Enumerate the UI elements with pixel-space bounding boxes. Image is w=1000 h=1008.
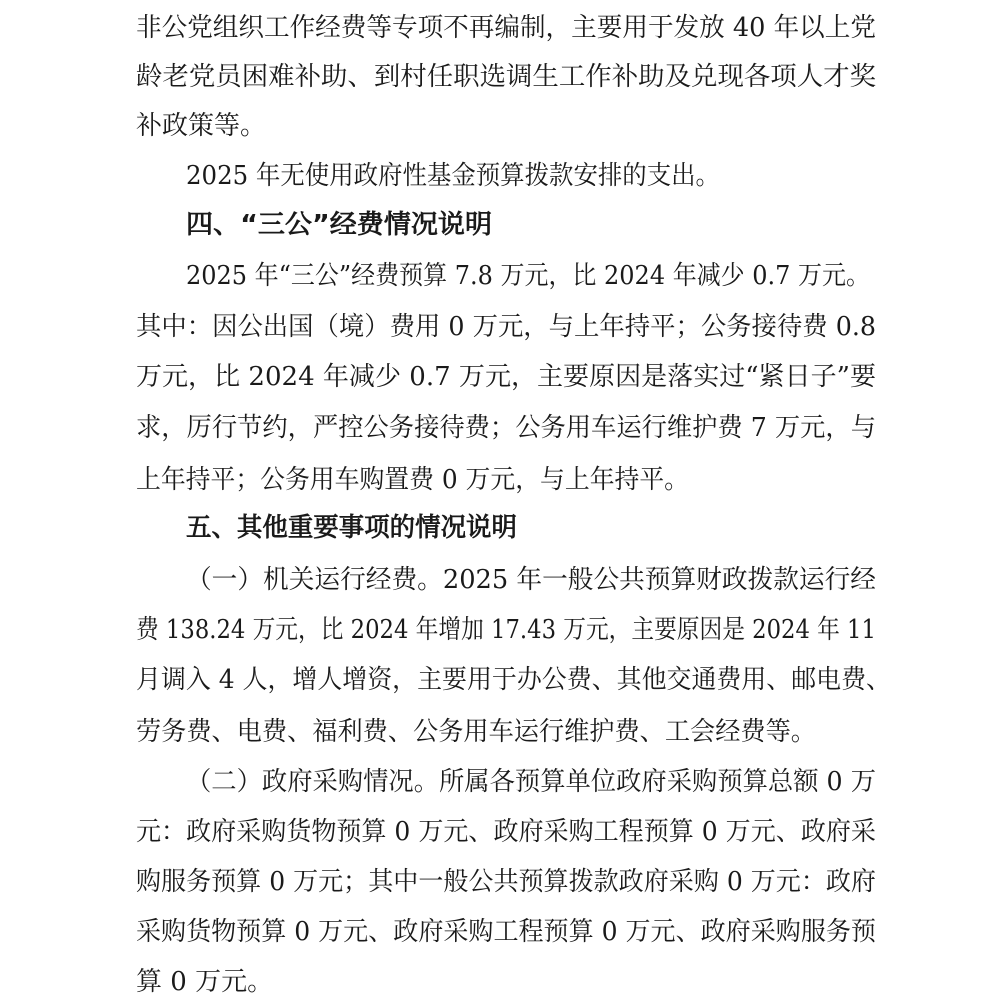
paragraph-line: [0, 712, 1000, 752]
paragraph-line: [0, 560, 1000, 600]
paragraph-line: [0, 57, 1000, 97]
paragraph-line: [0, 962, 1000, 1002]
paragraph-line: [0, 357, 1000, 397]
paragraph-line: [0, 762, 1000, 802]
line-text: 补政策等。: [136, 111, 267, 141]
paragraph-line: [0, 660, 1000, 700]
heading-text: 五、其他重要事项的情况说明: [186, 513, 517, 543]
section-heading: [0, 508, 1000, 548]
line-text: 购服务预算 0 万元；其中一般公共预算拨款政府采购 0 万元：政府: [136, 867, 876, 897]
line-text: 月调入 4 人，增人增资，主要用于办公费、其他交通费用、邮电费、: [136, 665, 891, 695]
heading-text: 四、“三公”经费情况说明: [186, 210, 493, 240]
paragraph-line: [0, 156, 1000, 196]
paragraph-line: [0, 862, 1000, 902]
line-text: 算 0 万元。: [136, 967, 274, 997]
line-text: 非公党组织工作经费等专项不再编制，主要用于发放 40 年以上党: [136, 13, 876, 43]
paragraph-line: [0, 912, 1000, 952]
line-text: 求，厉行节约，严控公务接待费；公务用车运行维护费 7 万元，与: [136, 413, 876, 443]
line-text: 其中：因公出国（境）费用 0 万元，与上年持平；公务接待费 0.8: [136, 312, 877, 342]
line-text: 上年持平；公务用车购置费 0 万元，与上年持平。: [136, 465, 690, 495]
paragraph-line: [0, 408, 1000, 448]
paragraph-line: [0, 307, 1000, 347]
paragraph-line: [0, 610, 1000, 650]
section-heading: [0, 205, 1000, 245]
line-text: 龄老党员困难补助、到村任职选调生工作补助及兑现各项人才奖: [136, 62, 877, 92]
paragraph-line: [0, 8, 1000, 48]
line-text: （一）机关运行经费。2025 年一般公共预算财政拨款运行经: [186, 565, 876, 595]
line-text: 采购货物预算 0 万元、政府采购工程预算 0 万元、政府采购服务预: [136, 917, 876, 947]
paragraph-line: [0, 812, 1000, 852]
line-text: 费 138.24 万元，比 2024 年增加 17.43 万元，主要原因是 2024 年 11: [136, 615, 876, 645]
line-text: 2025 年“三公”经费预算 7.8 万元，比 2024 年减少 0.7 万元。: [186, 261, 871, 291]
line-text: 万元，比 2024 年减少 0.7 万元，主要原因是落实过“紧日子”要: [136, 362, 876, 392]
line-text: （二）政府采购情况。所属各预算单位政府采购预算总额 0 万: [186, 767, 877, 797]
paragraph-line: [0, 460, 1000, 500]
line-text: 2025 年无使用政府性基金预算拨款安排的支出。: [186, 161, 720, 191]
paragraph-line: [0, 106, 1000, 146]
line-text: 劳务费、电费、福利费、公务用车运行维护费、工会经费等。: [136, 717, 816, 747]
paragraph-line: [0, 256, 1000, 296]
line-text: 元：政府采购货物预算 0 万元、政府采购工程预算 0 万元、政府采: [136, 817, 876, 847]
